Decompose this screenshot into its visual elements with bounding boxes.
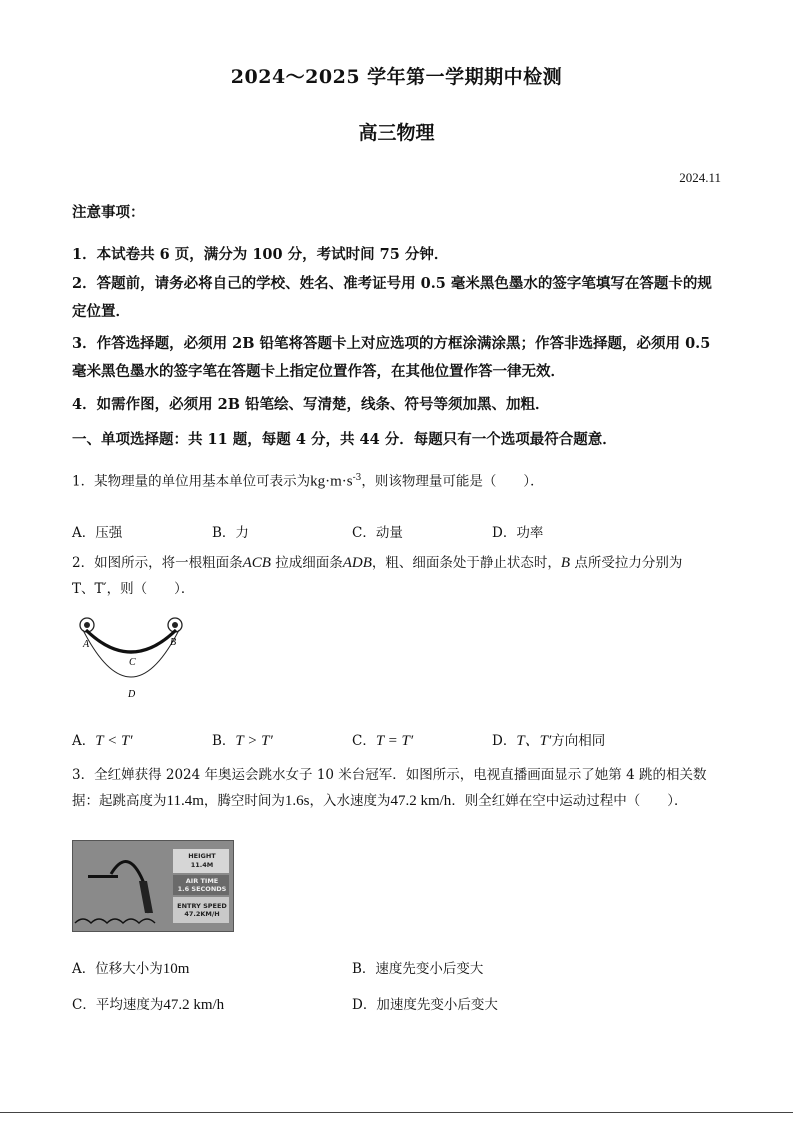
q3-option-c-label: C．平均速度为 bbox=[72, 997, 164, 1013]
q2-option-d-tail: 方向相同 bbox=[551, 733, 606, 749]
q2-option-d-math: T、T′ bbox=[516, 733, 552, 749]
q1-option-d: D．功率 bbox=[492, 525, 544, 541]
label-b: B bbox=[170, 637, 177, 648]
diving-platform bbox=[88, 875, 118, 878]
q2-option-b-label: B． bbox=[212, 733, 236, 749]
q1-option-b: B．力 bbox=[212, 525, 249, 541]
q3-line1: 3．全红婵获得 2024 年奥运会跳水女子 10 米台冠军．如图所示，电视直播画面显示了她第 4 跳的相关数 bbox=[72, 767, 707, 783]
q3-option-b bbox=[352, 957, 483, 977]
right-pin-center bbox=[172, 622, 178, 628]
q3-text-c: ，入水速度为 bbox=[309, 793, 391, 809]
q3-height: 11.4m bbox=[166, 793, 204, 809]
question-1 bbox=[72, 465, 722, 495]
page-bottom-rule bbox=[0, 1112, 793, 1113]
notice-item-3: 3．作答选择题，必须用 2B 铅笔将答题卡上对应选项的方框涂满涂黑；作答非选择题，必须用 0.5 毫米黑色墨水的签字笔在答题卡上指定位置作答，在其他位置作答一律无效． bbox=[72, 335, 711, 380]
q2-option-a-label: A． bbox=[72, 733, 96, 749]
q2-text-line2: T、T′，则（ ）． bbox=[72, 581, 195, 597]
label-c: C bbox=[129, 657, 136, 668]
q2-option-c bbox=[352, 729, 413, 750]
q3-text-b: ，腾空时间为 bbox=[203, 793, 285, 809]
q3-option-d-label: D．加速度先变小后变大 bbox=[352, 997, 498, 1013]
q3-speed: 47.2 km/h bbox=[390, 793, 452, 809]
q1-exponent: -3 bbox=[352, 473, 362, 483]
exam-date: 2024.11 bbox=[679, 170, 721, 185]
thick-noodle-acb bbox=[86, 630, 176, 652]
q3-option-b-label: B．速度先变小后变大 bbox=[352, 961, 484, 977]
subject-title: 高三物理 bbox=[358, 122, 435, 144]
q2-option-d-label: D． bbox=[492, 733, 517, 749]
q2-acb: ACB bbox=[242, 555, 271, 571]
q1-option-c: C．动量 bbox=[352, 525, 403, 541]
q2-option-d bbox=[492, 729, 605, 750]
q2-text-c: ，粗、细面条处于静止状态时， bbox=[371, 555, 561, 571]
airtime-label: AIR TIME bbox=[185, 877, 219, 885]
noodle-figure bbox=[74, 612, 194, 704]
section-heading: 一、单项选择题：共 11 题，每题 4 分，共 44 分．每题只有一个选项最符合题意． bbox=[72, 431, 617, 448]
speed-label: ENTRY SPEED bbox=[177, 902, 227, 910]
q1-option-a: A．压强 bbox=[72, 525, 123, 541]
q3-option-a-label: A．位移大小为 bbox=[72, 961, 163, 977]
notice-item-1: 1．本试卷共 6 页，满分为 100 分，考试时间 75 分钟． bbox=[72, 246, 449, 263]
q3-option-d bbox=[352, 993, 498, 1013]
exam-title: 2024～2025 学年第一学期期中检测 bbox=[230, 66, 563, 88]
q3-time: 1.6s bbox=[284, 793, 310, 809]
q1-text: 1．某物理量的单位用基本单位可表示为 bbox=[72, 473, 311, 490]
q2-option-b-math: T > T′ bbox=[235, 733, 273, 749]
q1-text-tail: ，则该物理量可能是（ ）． bbox=[361, 473, 544, 490]
question-2 bbox=[72, 550, 722, 602]
q2-adb: ADB bbox=[342, 555, 372, 571]
q3-text-a: 据：起跳高度为 bbox=[72, 793, 167, 809]
q3-option-c bbox=[72, 993, 224, 1014]
q2-option-a bbox=[72, 729, 133, 750]
label-a: A bbox=[83, 639, 90, 650]
q3-option-a bbox=[72, 957, 189, 978]
question-3 bbox=[72, 762, 722, 814]
q3-option-a-math: 10m bbox=[162, 961, 190, 977]
q2-b: B bbox=[560, 555, 571, 571]
q2-text-d: 点所受拉力分别为 bbox=[570, 555, 683, 571]
notice-heading: 注意事项： bbox=[72, 204, 145, 221]
airtime-value: 1.6 SECONDS bbox=[177, 885, 227, 893]
q2-option-c-math: T = T′ bbox=[375, 733, 414, 749]
notice-item-2: 2．答题前，请务必将自己的学校、姓名、准考证号用 0.5 毫米黑色墨水的签字笔填写在答题卡的规定位置． bbox=[72, 275, 712, 320]
speed-value: 47.2KM/H bbox=[184, 910, 220, 918]
q2-option-c-label: C． bbox=[352, 733, 376, 749]
q1-formula-2: ·s bbox=[341, 473, 353, 490]
label-d: D bbox=[128, 689, 136, 700]
height-value: 11.4M bbox=[190, 861, 214, 869]
q2-text-a: 2．如图所示，将一根粗面条 bbox=[72, 555, 243, 571]
q1-formula: kg·m bbox=[310, 473, 342, 490]
q2-text-b: 拉成细面条 bbox=[270, 555, 343, 571]
dive-broadcast-image bbox=[72, 840, 234, 932]
q2-option-b bbox=[212, 729, 273, 750]
left-pin-center bbox=[84, 622, 90, 628]
q2-option-a-math: T < T′ bbox=[95, 733, 133, 749]
q3-text-d: ．则全红婵在空中运动过程中（ ）． bbox=[451, 793, 688, 809]
q3-option-c-math: 47.2 km/h bbox=[163, 997, 225, 1013]
notice-item-4: 4．如需作图，必须用 2B 铅笔绘、写清楚，线条、符号等须加黑、加粗． bbox=[72, 396, 550, 413]
height-label: HEIGHT bbox=[188, 852, 216, 860]
